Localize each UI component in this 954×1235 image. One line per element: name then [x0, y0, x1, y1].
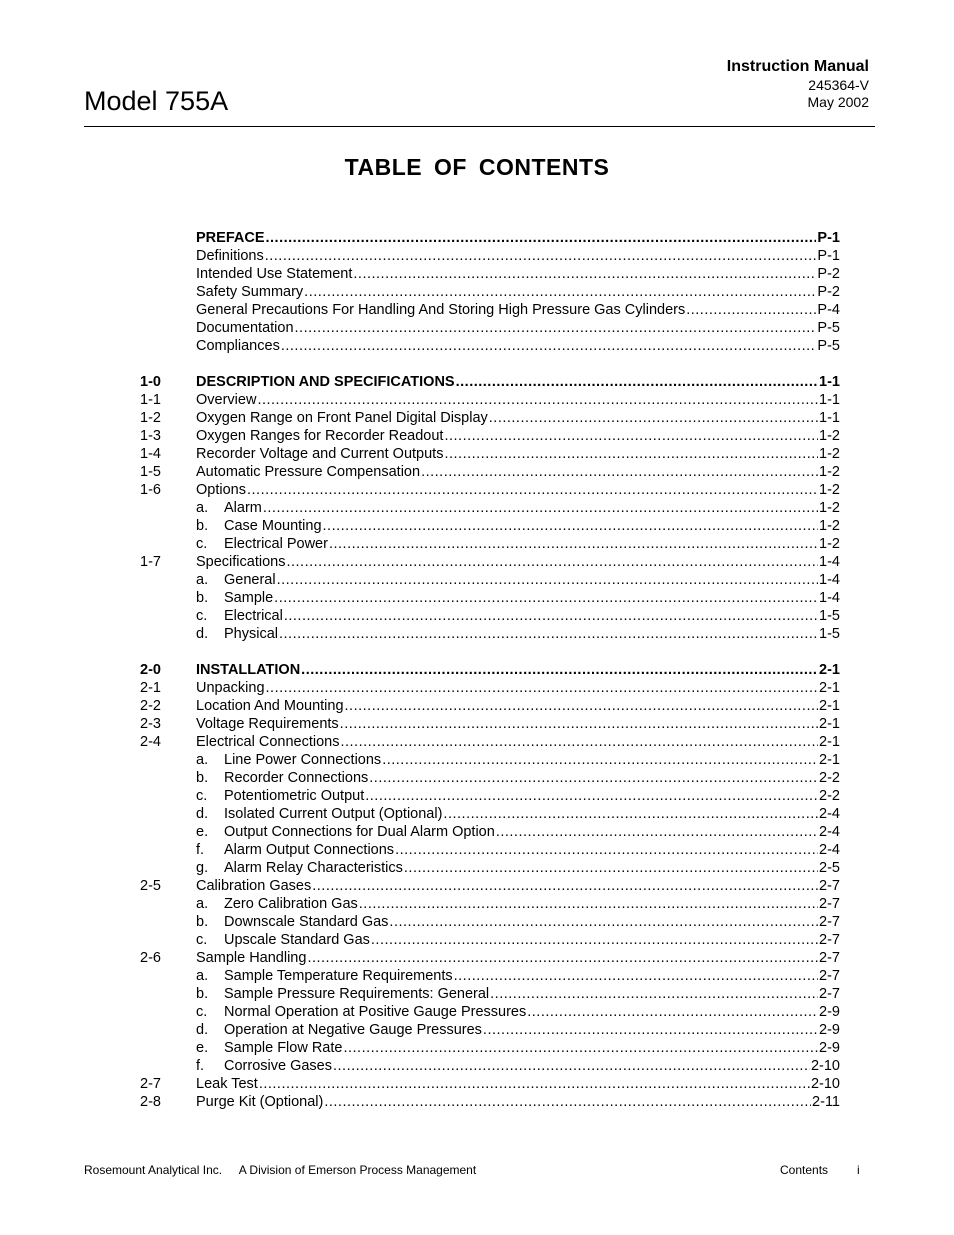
toc-dot-leader: [279, 625, 818, 643]
toc-entry-letter: b.: [196, 770, 209, 786]
toc-entry-page: 2-11: [812, 1094, 840, 1110]
toc-entry[interactable]: [140, 841, 840, 859]
toc-entry[interactable]: [140, 337, 840, 355]
toc-entry-page: P-1: [817, 248, 840, 264]
toc-dot-leader: [443, 805, 818, 823]
toc-entry-label: Output Connections for Dual Alarm Option: [224, 824, 495, 840]
toc-dot-leader: [266, 679, 819, 697]
toc-entry[interactable]: [140, 319, 840, 337]
toc-entry[interactable]: [140, 859, 840, 877]
toc-entry-label: DESCRIPTION AND SPECIFICATIONS: [196, 374, 455, 390]
toc-entry-label: Alarm Relay Characteristics: [224, 860, 403, 876]
toc-dot-leader: [490, 985, 818, 1003]
toc-entry-letter: f.: [196, 1058, 205, 1074]
toc-dot-leader: [259, 1075, 810, 1093]
toc-entry-page: 2-2: [819, 788, 840, 804]
toc-entry[interactable]: [140, 1093, 840, 1111]
toc-entry-page: 1-1: [819, 410, 840, 426]
toc-dot-leader: [483, 1021, 818, 1039]
toc-entry-page: 2-2: [819, 770, 840, 786]
toc-entry-letter: d.: [196, 626, 209, 642]
toc-dot-leader: [324, 1093, 811, 1111]
toc-entry[interactable]: [140, 751, 840, 769]
toc-entry-label: Sample: [224, 590, 274, 606]
toc-entry-letter: a.: [196, 752, 209, 768]
toc-entry-letter: b.: [196, 914, 209, 930]
model-title: Model 755A: [84, 86, 229, 116]
toc-dot-leader: [323, 517, 819, 535]
toc-entry[interactable]: [140, 265, 840, 283]
toc-entry-page: P-5: [817, 338, 840, 354]
toc-dot-leader: [489, 409, 818, 427]
toc-entry-letter: a.: [196, 572, 209, 588]
toc-entry-letter: a.: [196, 500, 209, 516]
toc-entry-number: 2-3: [140, 716, 161, 732]
toc-dot-leader: [281, 337, 817, 355]
toc-dot-leader: [333, 1057, 810, 1075]
toc-dot-leader: [295, 319, 817, 337]
toc-entry-page: 1-4: [819, 554, 840, 570]
toc-entry-number: 2-8: [140, 1094, 161, 1110]
toc-entry-page: 2-10: [810, 1058, 840, 1074]
header-divider: [84, 126, 875, 127]
toc-dot-leader: [496, 823, 818, 841]
toc-entry-letter: d.: [196, 1022, 209, 1038]
toc-entry-label: Isolated Current Output (Optional): [224, 806, 443, 822]
page-title: TABLE OF CONTENTS: [344, 154, 610, 180]
toc-entry-number: 2-4: [140, 734, 161, 750]
toc-entry-label: Voltage Requirements: [196, 716, 339, 732]
toc-entry-label: General: [224, 572, 276, 588]
toc-entry-letter: b.: [196, 518, 209, 534]
toc-entry[interactable]: [140, 1039, 840, 1057]
toc-dot-leader: [274, 589, 818, 607]
toc-entry-label: Oxygen Ranges for Recorder Readout: [196, 428, 444, 444]
toc-entry-letter: c.: [196, 932, 208, 948]
footer-company: Rosemount Analytical Inc.: [84, 1163, 223, 1177]
toc-entry-page: 2-1: [819, 752, 840, 768]
toc-dot-leader: [277, 571, 818, 589]
toc-entry-label: Physical: [224, 626, 278, 642]
toc-entry-page: 1-2: [819, 482, 840, 498]
toc-spacer: [140, 355, 840, 373]
toc-dot-leader: [527, 1003, 818, 1021]
toc-dot-leader: [247, 481, 818, 499]
toc-entry[interactable]: [140, 427, 840, 445]
toc-entry-label: Definitions: [196, 248, 264, 264]
toc-entry-page: P-5: [817, 320, 840, 336]
toc-entry-label: Alarm Output Connections: [224, 842, 395, 858]
toc-entry-label: Electrical Connections: [196, 734, 340, 750]
toc-entry[interactable]: [140, 589, 840, 607]
manual-info: [727, 57, 869, 111]
toc-entry-page: 2-9: [819, 1004, 840, 1020]
toc-entry-label: Alarm: [224, 500, 262, 516]
toc-dot-leader: [307, 949, 818, 967]
toc-entry-page: 2-7: [819, 914, 840, 930]
toc-entry[interactable]: [140, 1003, 840, 1021]
toc-dot-leader: [382, 751, 818, 769]
toc-entry-label: INSTALLATION: [196, 662, 301, 678]
toc-entry-letter: b.: [196, 986, 209, 1002]
doc-number: 245364-V: [808, 77, 869, 93]
toc-entry[interactable]: [140, 931, 840, 949]
toc-entry[interactable]: [140, 895, 840, 913]
toc-entry-page: 1-4: [819, 572, 840, 588]
toc-entry-page: 2-7: [819, 878, 840, 894]
toc-entry-letter: e.: [196, 1040, 209, 1056]
toc-dot-leader: [395, 841, 818, 859]
toc-entry[interactable]: [140, 553, 840, 571]
toc-entry-number: 2-2: [140, 698, 161, 714]
footer-page-number: i: [857, 1163, 860, 1177]
toc-entry[interactable]: [140, 967, 840, 985]
toc-entry-number: 1-4: [140, 446, 161, 462]
toc-entry[interactable]: [140, 247, 840, 265]
toc-entry[interactable]: [140, 535, 840, 553]
toc-entry-label: Overview: [196, 392, 257, 408]
toc-entry-page: 1-2: [819, 500, 840, 516]
toc-entry-page: 2-1: [819, 716, 840, 732]
toc-dot-leader: [389, 913, 818, 931]
toc-entry[interactable]: [140, 445, 840, 463]
toc-entry-letter: a.: [196, 968, 209, 984]
toc-entry-page: P-1: [817, 230, 840, 246]
toc-entry-label: Safety Summary: [196, 284, 304, 300]
toc-entry-page: 2-7: [819, 968, 840, 984]
toc-entry-label: Sample Handling: [196, 950, 307, 966]
footer-section: Contents: [780, 1163, 829, 1177]
toc-entry[interactable]: [140, 769, 840, 787]
toc-entry-label: General Precautions For Handling And Storing High Pressure Gas Cylinders: [196, 302, 686, 318]
toc-entry-letter: c.: [196, 1004, 208, 1020]
toc-entry-label: Intended Use Statement: [196, 266, 353, 282]
toc-entry-page: 1-2: [819, 428, 840, 444]
toc-dot-leader: [686, 301, 816, 319]
toc-dot-leader: [257, 391, 818, 409]
toc-section-heading[interactable]: [140, 229, 840, 247]
toc-dot-leader: [265, 247, 817, 265]
toc-entry-label: Sample Temperature Requirements: [224, 968, 453, 984]
toc-entry[interactable]: [140, 715, 840, 733]
toc-entry-label: Specifications: [196, 554, 286, 570]
toc-entry-page: 2-7: [819, 896, 840, 912]
toc-entry-number: 1-3: [140, 428, 161, 444]
toc-entry-number: 2-0: [140, 662, 161, 678]
toc-entry-label: Zero Calibration Gas: [224, 896, 358, 912]
toc-dot-leader: [456, 373, 818, 391]
toc-entry-label: Location And Mounting: [196, 698, 344, 714]
toc-entry-label: Sample Pressure Requirements: General: [224, 986, 490, 1002]
toc-dot-leader: [353, 265, 816, 283]
toc-dot-leader: [266, 229, 817, 247]
toc-entry[interactable]: [140, 625, 840, 643]
toc-entry-label: Calibration Gases: [196, 878, 312, 894]
toc-entry[interactable]: [140, 499, 840, 517]
toc-entry-page: 2-10: [810, 1076, 840, 1092]
toc-dot-leader: [340, 733, 818, 751]
toc-entry-page: 2-7: [819, 986, 840, 1002]
toc-dot-leader: [286, 553, 818, 571]
toc-dot-leader: [359, 895, 818, 913]
toc-entry-label: Unpacking: [196, 680, 265, 696]
toc-entry-letter: f.: [196, 842, 205, 858]
toc-entry-number: 1-7: [140, 554, 161, 570]
toc-entry[interactable]: [140, 409, 840, 427]
toc-dot-leader: [340, 715, 818, 733]
toc-entry-label: Recorder Voltage and Current Outputs: [196, 446, 444, 462]
toc-entry-page: 2-9: [819, 1040, 840, 1056]
toc-entry-letter: b.: [196, 590, 209, 606]
toc-entry-page: 1-1: [819, 392, 840, 408]
toc-dot-leader: [454, 967, 818, 985]
toc-entry-number: 2-5: [140, 878, 161, 894]
toc-entry-letter: e.: [196, 824, 209, 840]
toc-entry-page: 1-2: [819, 464, 840, 480]
toc-entry-label: Upscale Standard Gas: [224, 932, 370, 948]
toc-entry[interactable]: [140, 1021, 840, 1039]
toc-entry-label: Options: [196, 482, 246, 498]
toc-dot-leader: [301, 661, 818, 679]
toc-entry-page: P-2: [817, 284, 840, 300]
toc-entry[interactable]: [140, 283, 840, 301]
toc-entry-label: Operation at Negative Gauge Pressures: [224, 1022, 482, 1038]
toc-entry-label: Leak Test: [196, 1076, 258, 1092]
toc-dot-leader: [343, 1039, 818, 1057]
toc-entry-page: 1-2: [819, 518, 840, 534]
toc-entry-page: 2-4: [819, 842, 840, 858]
toc-entry-letter: c.: [196, 608, 208, 624]
table-of-contents: [140, 229, 840, 1111]
toc-entry-page: 2-1: [819, 734, 840, 750]
toc-entry[interactable]: [140, 517, 840, 535]
toc-entry[interactable]: [140, 571, 840, 589]
toc-entry-letter: c.: [196, 788, 208, 804]
toc-entry-page: 2-4: [819, 824, 840, 840]
toc-entry[interactable]: [140, 697, 840, 715]
toc-entry-page: 1-2: [819, 446, 840, 462]
toc-entry-letter: g.: [196, 860, 209, 876]
toc-dot-leader: [284, 607, 818, 625]
toc-entry-page: 2-5: [819, 860, 840, 876]
toc-entry-label: Corrosive Gases: [224, 1058, 332, 1074]
manual-title: Instruction Manual: [726, 58, 869, 75]
toc-dot-leader: [329, 535, 818, 553]
toc-entry-label: Electrical Power: [224, 536, 328, 552]
toc-entry-page: 2-1: [819, 680, 840, 696]
toc-section-heading[interactable]: [140, 661, 840, 679]
toc-entry-number: 1-5: [140, 464, 161, 480]
toc-entry-page: 1-2: [819, 536, 840, 552]
toc-dot-leader: [371, 931, 818, 949]
toc-spacer: [140, 643, 840, 661]
toc-entry-label: Line Power Connections: [224, 752, 382, 768]
toc-entry[interactable]: [140, 391, 840, 409]
toc-entry-label: Recorder Connections: [224, 770, 369, 786]
toc-entry[interactable]: [140, 607, 840, 625]
toc-dot-leader: [404, 859, 818, 877]
toc-entry-number: 1-2: [140, 410, 161, 426]
toc-entry[interactable]: [140, 1075, 840, 1093]
toc-entry[interactable]: [140, 463, 840, 481]
toc-dot-leader: [444, 445, 818, 463]
toc-entry[interactable]: [140, 1057, 840, 1075]
toc-entry-number: 2-6: [140, 950, 161, 966]
toc-entry-label: Electrical: [224, 608, 283, 624]
toc-entry-label: Downscale Standard Gas: [224, 914, 389, 930]
toc-entry-page: P-2: [817, 266, 840, 282]
toc-entry-page: 2-7: [819, 932, 840, 948]
toc-entry-label: Case Mounting: [224, 518, 322, 534]
toc-entry-label: Compliances: [196, 338, 280, 354]
toc-entry-page: P-4: [817, 302, 840, 318]
toc-entry-page: 2-1: [819, 698, 840, 714]
toc-dot-leader: [312, 877, 818, 895]
toc-entry[interactable]: [140, 985, 840, 1003]
toc-dot-leader: [263, 499, 818, 517]
toc-entry-number: 1-6: [140, 482, 161, 498]
toc-entry-label: Normal Operation at Positive Gauge Pressures: [224, 1004, 527, 1020]
toc-entry-number: 1-1: [140, 392, 161, 408]
toc-entry-label: Sample Flow Rate: [224, 1040, 343, 1056]
toc-entry-page: 2-9: [819, 1022, 840, 1038]
toc-entry[interactable]: [140, 823, 840, 841]
toc-dot-leader: [345, 697, 819, 715]
toc-entry-page: 2-4: [819, 806, 840, 822]
toc-entry-page: 1-1: [819, 374, 840, 390]
toc-entry[interactable]: [140, 301, 840, 319]
toc-entry-page: 2-1: [819, 662, 840, 678]
toc-entry-number: 2-7: [140, 1076, 161, 1092]
toc-entry-page: 1-4: [819, 590, 840, 606]
toc-entry[interactable]: [140, 733, 840, 751]
footer-division: A Division of Emerson Process Management: [238, 1163, 477, 1177]
toc-entry[interactable]: [140, 877, 840, 895]
toc-entry[interactable]: [140, 481, 840, 499]
toc-entry-letter: c.: [196, 536, 208, 552]
toc-entry-label: Automatic Pressure Compensation: [196, 464, 421, 480]
toc-entry[interactable]: [140, 913, 840, 931]
toc-entry-label: Oxygen Range on Front Panel Digital Display: [196, 410, 488, 426]
toc-entry[interactable]: [140, 787, 840, 805]
toc-dot-leader: [365, 787, 818, 805]
toc-entry-label: PREFACE: [196, 230, 265, 246]
toc-entry-letter: a.: [196, 896, 209, 912]
toc-entry-letter: d.: [196, 806, 209, 822]
toc-entry-label: Potentiometric Output: [224, 788, 365, 804]
footer-company-info: [84, 1163, 476, 1177]
toc-entry-number: 1-0: [140, 374, 161, 390]
toc-entry-page: 1-5: [819, 626, 840, 642]
toc-dot-leader: [369, 769, 818, 787]
doc-date: May 2002: [807, 94, 869, 110]
toc-dot-leader: [444, 427, 818, 445]
toc-entry[interactable]: [140, 679, 840, 697]
toc-entry-number: 2-1: [140, 680, 161, 696]
toc-entry[interactable]: [140, 949, 840, 967]
toc-entry-page: 1-5: [819, 608, 840, 624]
toc-entry-label: Documentation: [196, 320, 294, 336]
toc-section-heading[interactable]: [140, 373, 840, 391]
toc-entry-label: Purge Kit (Optional): [196, 1094, 324, 1110]
toc-dot-leader: [421, 463, 818, 481]
toc-dot-leader: [304, 283, 816, 301]
toc-entry-page: 2-7: [819, 950, 840, 966]
toc-entry[interactable]: [140, 805, 840, 823]
